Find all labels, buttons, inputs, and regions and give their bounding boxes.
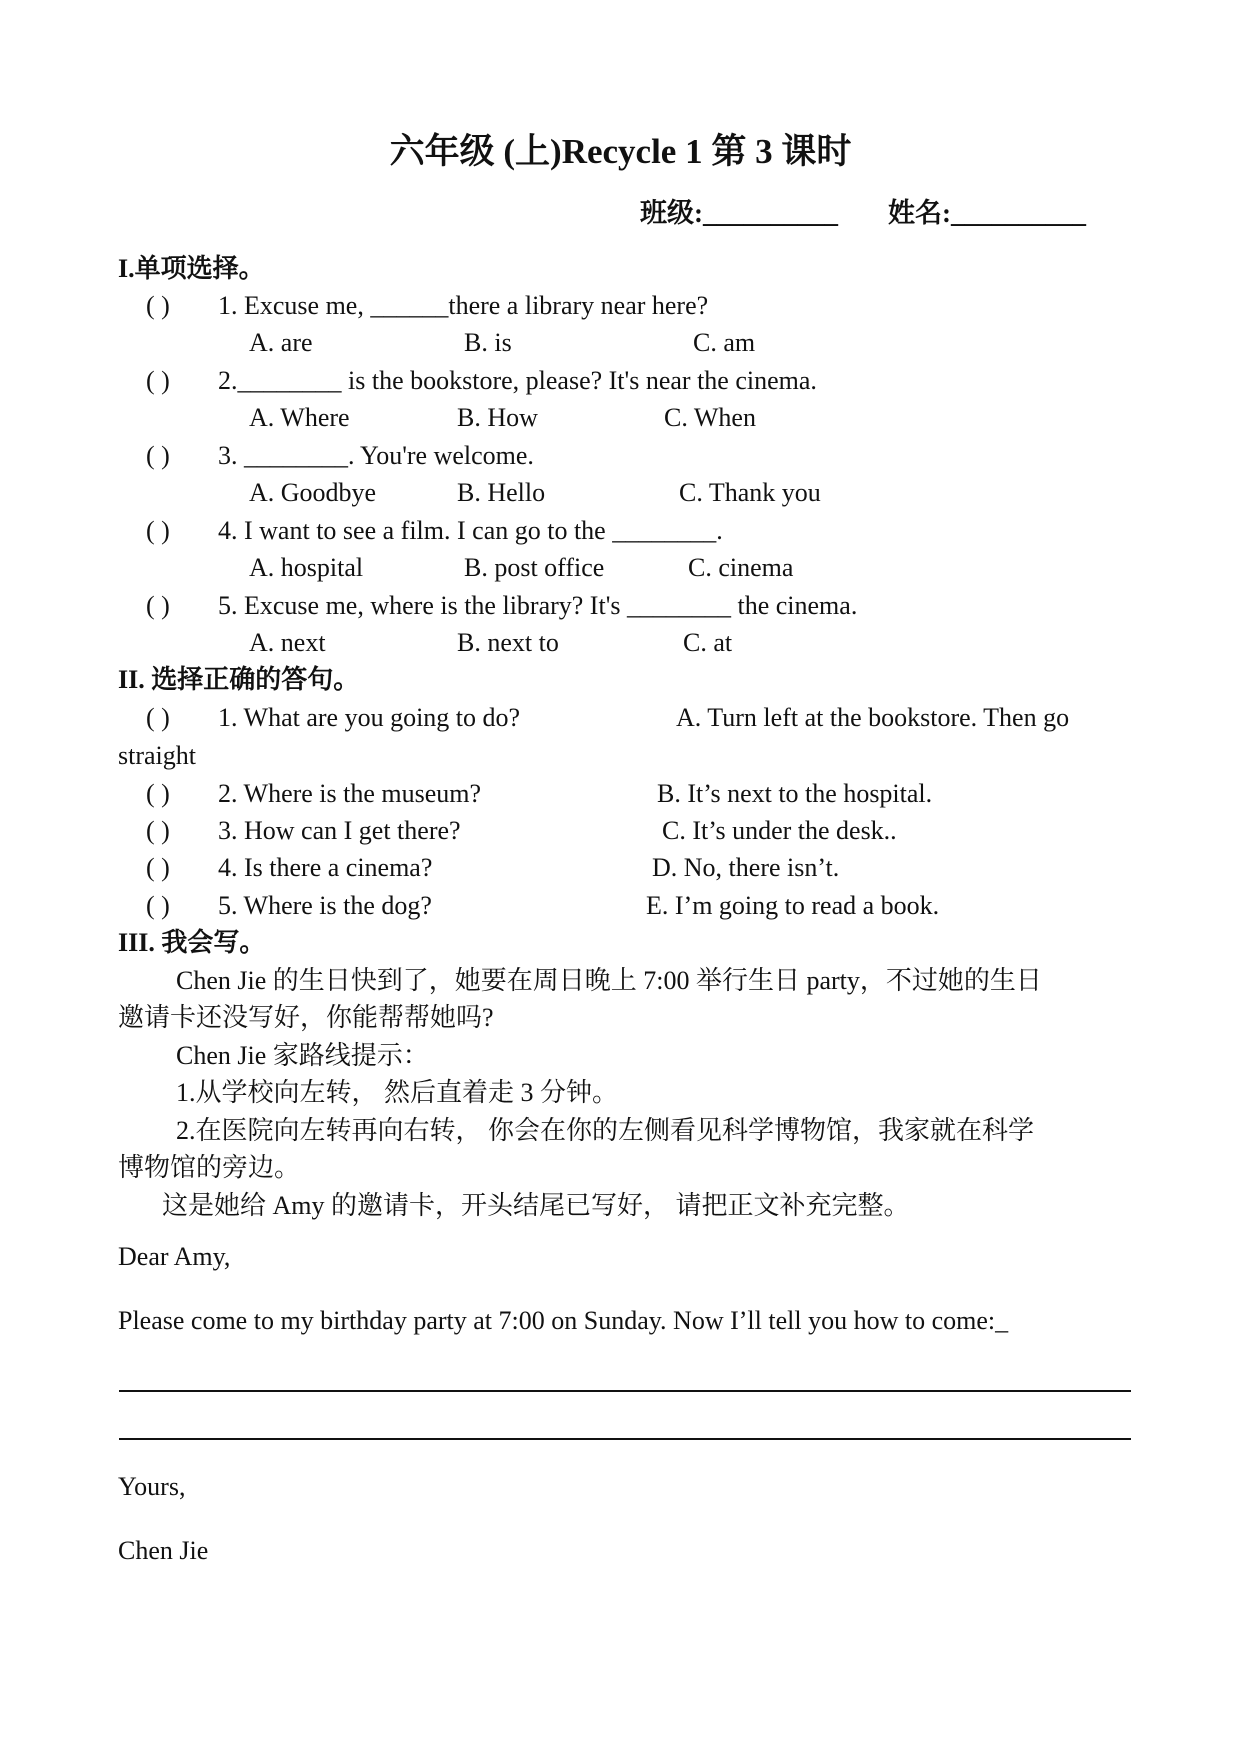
option-c: C. When bbox=[664, 403, 756, 432]
answer-blank[interactable]: ( ) bbox=[146, 441, 170, 470]
answer-blank[interactable]: ( ) bbox=[146, 366, 170, 395]
route-step-2-line-2: 博物馆的旁边。 bbox=[118, 1153, 301, 1182]
option-b: B. Hello bbox=[457, 478, 546, 507]
route-hint: Chen Jie 家路线提示： bbox=[176, 1041, 429, 1070]
answer-blank[interactable]: ( ) bbox=[146, 779, 170, 808]
match-question: 1. What are you going to do? bbox=[218, 703, 521, 732]
option-a: A. Where bbox=[249, 403, 350, 432]
letter-body: Please come to my birthday party at 7:00 on Sunday. Now I’ll tell you how to come:_ bbox=[118, 1306, 1009, 1335]
match-question: 3. How can I get there? bbox=[218, 816, 461, 845]
match-question: 2. Where is the museum? bbox=[218, 779, 482, 808]
answer-blank[interactable]: ( ) bbox=[146, 816, 170, 845]
answer-blank[interactable]: ( ) bbox=[146, 853, 170, 882]
section1-heading: I.单项选择。 bbox=[118, 254, 265, 283]
match-question: 4. Is there a cinema? bbox=[218, 853, 433, 882]
option-c: C. am bbox=[693, 328, 756, 357]
question-stem: 2.________ is the bookstore, please? It's near the cinema. bbox=[218, 366, 817, 395]
question-stem: 3. ________. You're welcome. bbox=[218, 441, 534, 470]
match-question: 5. Where is the dog? bbox=[218, 891, 432, 920]
option-a: A. hospital bbox=[249, 553, 364, 582]
section3-heading: III. 我会写。 bbox=[118, 928, 266, 957]
match-answer: A. Turn left at the bookstore. Then go bbox=[676, 703, 1070, 732]
intro-line-1: Chen Jie 的生日快到了，她要在周日晚上 7:00 举行生日 party，不过她的生日 bbox=[176, 966, 1042, 995]
match-answer: D. No, there isn’t. bbox=[652, 853, 840, 882]
letter-signature: Chen Jie bbox=[118, 1536, 209, 1565]
intro-line-2: 邀请卡还没写好，你能帮帮她吗? bbox=[118, 1003, 494, 1032]
match-answer: C. It’s under the desk.. bbox=[662, 816, 897, 845]
page-title: 六年级 (上)Recycle 1 第 3 课时 bbox=[389, 132, 852, 171]
answer-blank[interactable]: ( ) bbox=[146, 591, 170, 620]
option-a: A. Goodbye bbox=[249, 478, 377, 507]
section2-heading: II. 选择正确的答句。 bbox=[118, 665, 360, 694]
route-step-1: 1.从学校向左转， 然后直着走 3 分钟。 bbox=[176, 1078, 619, 1107]
answer-blank[interactable]: ( ) bbox=[146, 703, 170, 732]
letter-closing: Yours, bbox=[118, 1472, 186, 1501]
option-a: A. are bbox=[249, 328, 313, 357]
letter-greeting: Dear Amy, bbox=[118, 1242, 231, 1271]
option-b: B. post office bbox=[464, 553, 605, 582]
wrapped-text: straight bbox=[118, 741, 196, 770]
option-c: C. cinema bbox=[688, 553, 794, 582]
question-stem: 5. Excuse me, where is the library? It's ________ the cinema. bbox=[218, 591, 858, 620]
match-answer: B. It’s next to the hospital. bbox=[657, 779, 933, 808]
option-b: B. How bbox=[457, 403, 538, 432]
answer-blank[interactable]: ( ) bbox=[146, 516, 170, 545]
option-c: C. Thank you bbox=[679, 478, 821, 507]
writing-line[interactable] bbox=[119, 1390, 1131, 1392]
answer-blank[interactable]: ( ) bbox=[146, 891, 170, 920]
writing-line[interactable] bbox=[119, 1438, 1131, 1440]
instruction: 这是她给 Amy 的邀请卡，开头结尾已写好， 请把正文补充完整。 bbox=[162, 1191, 910, 1220]
option-a: A. next bbox=[249, 628, 326, 657]
option-c: C. at bbox=[683, 628, 733, 657]
answer-blank[interactable]: ( ) bbox=[146, 291, 170, 320]
option-b: B. is bbox=[464, 328, 512, 357]
name-field[interactable]: 姓名:__________ bbox=[888, 198, 1086, 228]
route-step-2-line-1: 2.在医院向左转再向右转， 你会在你的左侧看见科学博物馆，我家就在科学 bbox=[176, 1116, 1035, 1145]
match-answer: E. I’m going to read a book. bbox=[646, 891, 940, 920]
option-b: B. next to bbox=[457, 628, 559, 657]
class-field[interactable]: 班级:__________ bbox=[640, 198, 838, 228]
question-stem: 4. I want to see a film. I can go to the ________. bbox=[218, 516, 723, 545]
question-stem: 1. Excuse me, ______there a library near here? bbox=[218, 291, 709, 320]
